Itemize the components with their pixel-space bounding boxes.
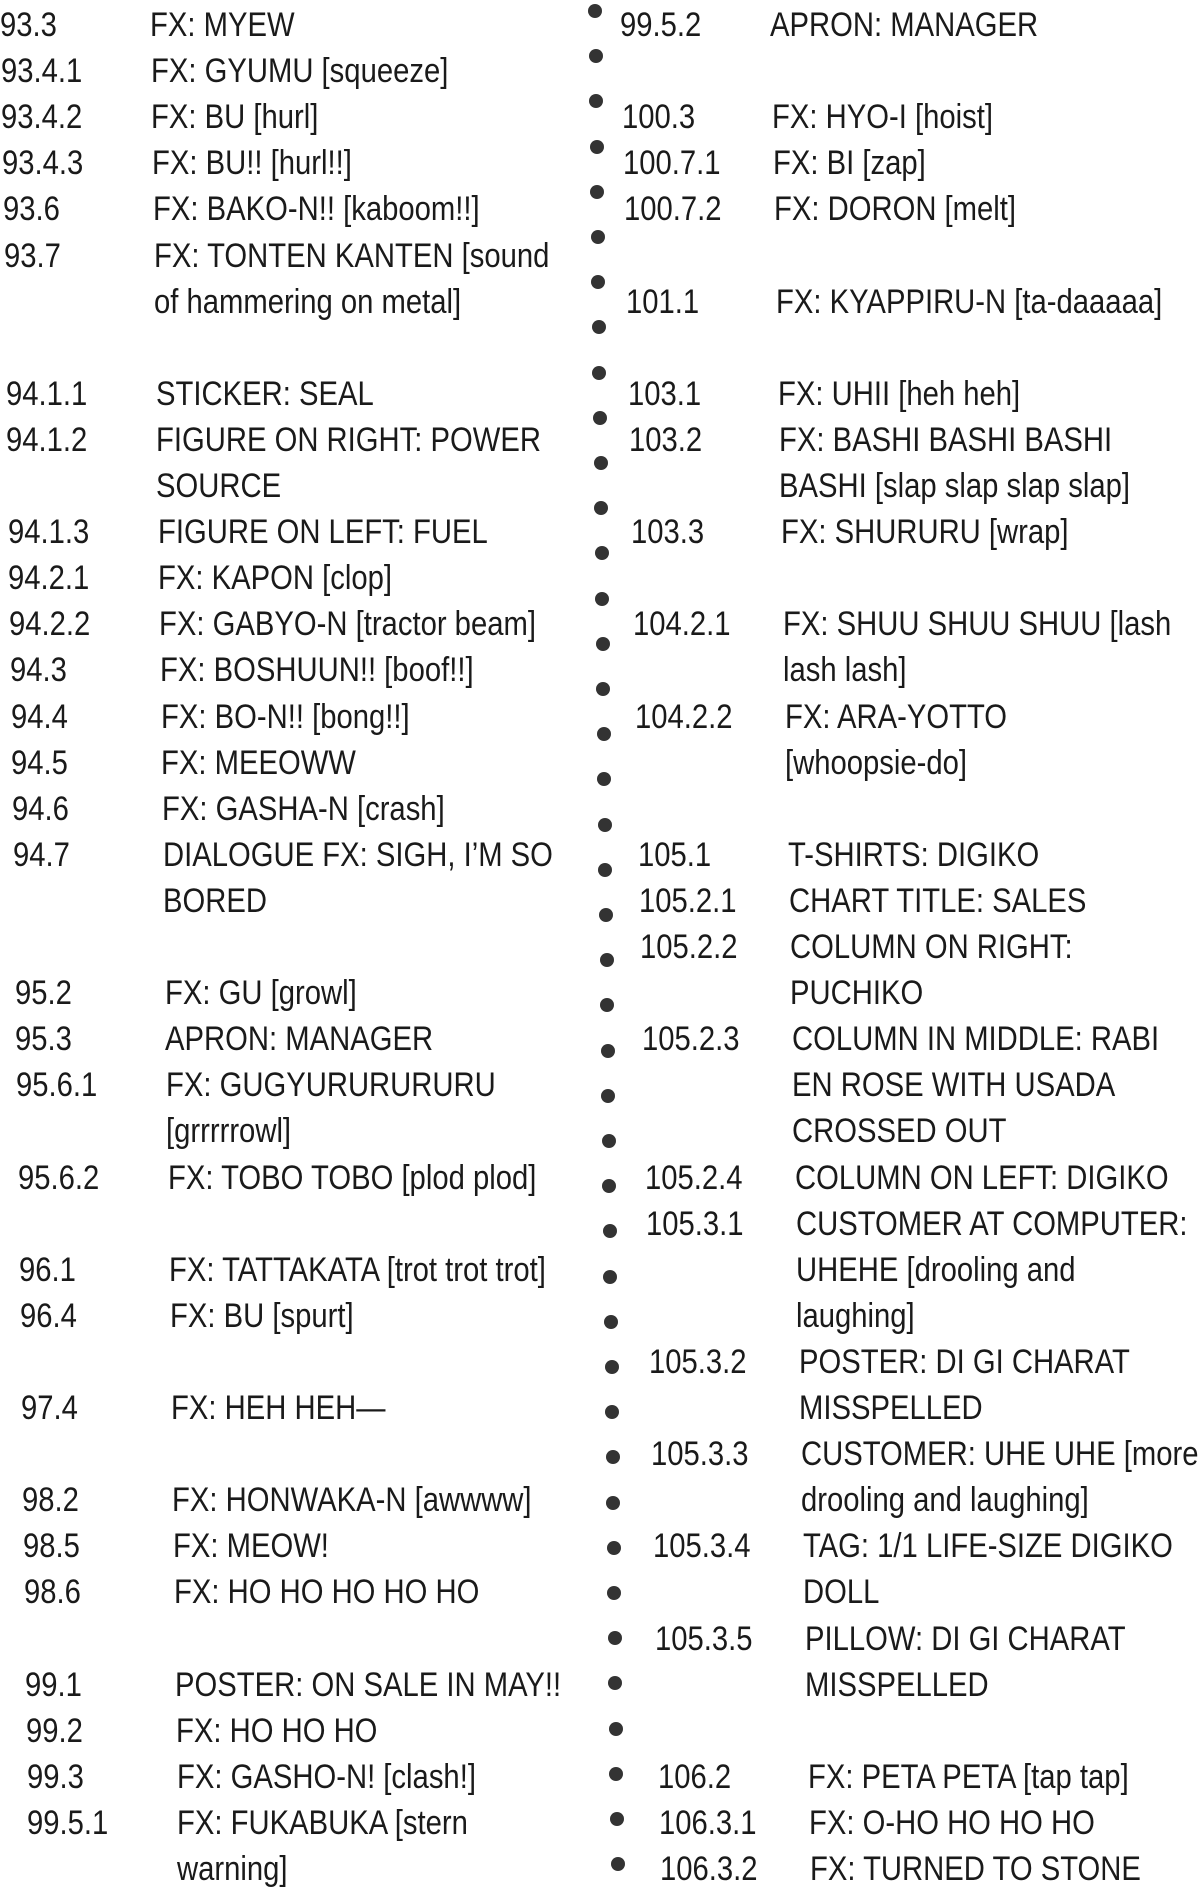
entry-text [783, 601, 1171, 693]
entry-text-line: DOLL [802, 1573, 880, 1612]
entry-number: 95.2 [14, 974, 72, 1013]
entry-text-line: APRON: MANAGER [769, 6, 1039, 44]
entry-text-line: FX: DORON [melt] [773, 190, 1017, 229]
divider-dot [593, 411, 607, 425]
entry-number: 104.2.2 [635, 697, 733, 736]
entry-text-line: FX: HO HO HO [175, 1711, 378, 1750]
entry-text-line: FIGURE ON RIGHT: POWER [156, 420, 542, 459]
entry-text [152, 140, 352, 186]
entry-text [799, 1339, 1130, 1431]
entry-text [808, 1754, 1129, 1800]
entry-text-line: FX: MYEW [149, 6, 295, 44]
entry-number: 95.3 [15, 1020, 73, 1059]
divider-dot [601, 1044, 615, 1058]
divider-dot [601, 1089, 615, 1103]
divider-dot [592, 366, 606, 380]
entry-text [162, 786, 445, 832]
divider-dot [611, 1857, 625, 1871]
entry-text-line: PILLOW: DI GI CHARAT [804, 1619, 1126, 1658]
entry-text-line: FX: O-HO HO HO HO [808, 1803, 1095, 1842]
entry-number: 95.6.2 [17, 1158, 99, 1197]
divider-dot [591, 230, 605, 244]
divider-dot [595, 546, 609, 560]
divider-dot [598, 863, 612, 877]
divider-dot [590, 185, 604, 199]
entry-text [166, 1062, 496, 1154]
entry-text [796, 1201, 1188, 1339]
divider-dot [594, 501, 608, 515]
entry-text-line: FX: ARA-YOTTO [784, 697, 1008, 736]
entry-text-line: FX: TOBO TOBO [plod plod] [167, 1158, 536, 1197]
entry-number: 103.3 [631, 513, 705, 552]
entry-text [158, 509, 488, 555]
entry-text [161, 740, 356, 786]
entry-text-line: MISSPELLED [804, 1665, 989, 1704]
entry-text [788, 832, 1039, 878]
entry-number: 93.4.1 [0, 52, 82, 91]
entry-text-line: FX: GUGYURURURURU [166, 1066, 496, 1105]
entry-text-line: FX: BI [zap] [772, 144, 926, 183]
entry-text-line: FX: GU [growl] [164, 974, 357, 1013]
entry-text [779, 417, 1130, 509]
entry-number: 96.1 [18, 1250, 76, 1289]
entry-text [170, 1293, 354, 1339]
entry-text-line: POSTER: DI GI CHARAT [798, 1342, 1130, 1381]
entry-text-line: TAG: 1/1 LIFE-SIZE DIGIKO [802, 1527, 1173, 1566]
entry-text-line: warning] [177, 1849, 288, 1888]
entry-number: 96.4 [19, 1296, 77, 1335]
entry-number: 94.6 [11, 789, 69, 828]
divider-dot [599, 908, 613, 922]
entry-text [803, 1523, 1173, 1615]
divider-dot [606, 1496, 620, 1510]
entry-number: 94.1.1 [5, 374, 87, 413]
entry-number: 105.3.1 [646, 1204, 744, 1243]
entry-text-line: CHART TITLE: SALES [788, 881, 1087, 920]
entry-number: 99.3 [26, 1757, 84, 1796]
divider-dot [596, 637, 610, 651]
entry-number: 95.6.1 [16, 1066, 98, 1105]
entry-number: 98.2 [22, 1481, 80, 1520]
divider-dot [608, 1631, 622, 1645]
entry-text-line: FX: PETA PETA [tap tap] [807, 1757, 1129, 1796]
entry-text-line: FX: MEOW! [173, 1527, 330, 1566]
entry-text-line: T-SHIRTS: DIGIKO [787, 835, 1040, 874]
entry-text [773, 140, 926, 186]
entry-text-line: COLUMN ON RIGHT: [789, 928, 1073, 966]
entry-text-line: FIGURE ON LEFT: FUEL [157, 513, 488, 552]
entry-text [774, 186, 1016, 232]
entry-text-line: FX: BU [hurl] [151, 98, 319, 137]
entry-text [175, 1662, 561, 1708]
divider-dot [592, 320, 606, 334]
divider-dot [610, 1812, 624, 1826]
entry-text-line: FX: FUKABUKA [stern [177, 1803, 469, 1842]
entry-text [151, 94, 318, 140]
entry-text-line: FX: GYUMU [squeeze] [150, 52, 449, 91]
divider-dot [605, 1360, 619, 1374]
divider-dot [602, 1134, 616, 1148]
divider-dot [591, 275, 605, 289]
divider-dot [600, 953, 614, 967]
entry-text [810, 1846, 1141, 1892]
entry-number: 99.5.1 [27, 1803, 109, 1842]
entry-number: 93.4.3 [2, 144, 84, 183]
entry-text [790, 924, 1073, 1016]
entry-text [153, 186, 480, 232]
entry-number: 99.1 [25, 1665, 83, 1704]
entry-text [159, 601, 536, 647]
entry-text-line: DIALOGUE FX: SIGH, I’M SO [162, 835, 553, 874]
entry-text [173, 1523, 329, 1569]
entry-number: 105.2.4 [645, 1158, 743, 1197]
entry-number: 94.4 [10, 697, 68, 736]
entry-number: 99.2 [25, 1711, 83, 1750]
entry-number: 94.2.2 [9, 605, 91, 644]
entry-text-line: [whoopsie-do] [784, 743, 968, 782]
entry-number: 103.2 [629, 420, 703, 459]
entry-number: 100.7.1 [623, 144, 721, 183]
entry-text-line: FX: HYO-I [hoist] [771, 98, 993, 137]
entry-text-line: FX: TURNED TO STONE [809, 1850, 1141, 1888]
entry-text-line: FX: TATTAKATA [trot trot trot] [168, 1250, 546, 1289]
entry-number: 104.2.1 [633, 605, 731, 644]
divider-dot [609, 1767, 623, 1781]
entry-text-line: STICKER: SEAL [155, 374, 374, 413]
entry-text-line: of hammering on metal] [153, 282, 461, 321]
divider-dot [600, 998, 614, 1012]
divider-dot [589, 49, 603, 63]
entry-number: 94.2.1 [8, 559, 90, 598]
entry-text [153, 233, 548, 325]
entry-number: 105.3.3 [651, 1435, 749, 1474]
entry-text-line: laughing] [795, 1296, 915, 1335]
entry-text-line: PUCHIKO [789, 974, 924, 1012]
entry-text-line: FX: MEEOWW [161, 743, 357, 782]
divider-dot [597, 727, 611, 741]
entry-text-line: drooling and laughing] [800, 1481, 1089, 1520]
divider-dot [603, 1270, 617, 1284]
entry-text [165, 1016, 433, 1062]
divider-dot [594, 456, 608, 470]
entry-text-line: [grrrrrowl] [166, 1112, 292, 1151]
divider-dot [598, 818, 612, 832]
divider-dot [605, 1405, 619, 1419]
entry-number: 105.2.2 [640, 928, 738, 966]
entry-number: 105.3.5 [655, 1619, 753, 1658]
entry-text-line: SOURCE [156, 466, 282, 505]
entry-text-line: FX: BU!! [hurl!!] [152, 144, 352, 183]
entry-text [770, 2, 1038, 48]
entry-text [792, 1016, 1159, 1154]
entry-text-line: FX: SHURURU [wrap] [780, 513, 1069, 552]
divider-dot [607, 1541, 621, 1555]
entry-text [176, 1708, 377, 1754]
entry-text [772, 94, 993, 140]
entry-text-line: UHEHE [drooling and [795, 1250, 1076, 1289]
entry-text-line: FX: HEH HEH— [170, 1389, 386, 1427]
entry-text-line: FX: GASHO-N! [clash!] [176, 1757, 476, 1796]
entry-number: 100.3 [622, 98, 696, 137]
entry-number: 94.7 [12, 835, 70, 874]
entry-text-line: FX: GASHA-N [crash] [161, 789, 445, 828]
entry-text-line: FX: UHII [heh heh] [777, 374, 1021, 413]
entry-text [177, 1800, 468, 1892]
entry-text-line: FX: BOSHUUN!! [boof!!] [159, 651, 474, 690]
entry-text-line: POSTER: ON SALE IN MAY!! [175, 1665, 562, 1704]
entry-text [781, 509, 1069, 555]
divider-dot [603, 1224, 617, 1238]
divider-dot [606, 1450, 620, 1464]
entry-text [172, 1477, 532, 1523]
divider-dot [590, 140, 604, 154]
entry-text-line: CUSTOMER AT COMPUTER: [795, 1204, 1188, 1243]
entry-text-line: CROSSED OUT [791, 1112, 1007, 1151]
entry-text-line: FX: BO-N!! [bong!!] [160, 697, 410, 736]
divider-dot [602, 1179, 616, 1193]
entry-number: 94.3 [9, 651, 67, 690]
entry-number: 97.4 [21, 1389, 78, 1427]
entry-text [776, 279, 1162, 325]
entry-text-line: FX: KAPON [clop] [158, 559, 393, 598]
entry-text [156, 371, 374, 417]
entry-number: 93.6 [2, 190, 60, 229]
entry-text [805, 1616, 1126, 1708]
entry-text [174, 1569, 479, 1615]
entry-text [165, 970, 357, 1016]
entry-text [778, 371, 1020, 417]
entry-text-line: BORED [162, 881, 267, 920]
entry-text-line: FX: HONWAKA-N [awwww] [172, 1481, 532, 1520]
entry-number: 105.3.2 [649, 1342, 747, 1381]
entry-number: 105.1 [638, 835, 712, 874]
entry-text-line: FX: GABYO-N [tractor beam] [159, 605, 537, 644]
entry-text-line: FX: BAKO-N!! [kaboom!!] [152, 190, 480, 229]
entry-number: 98.5 [23, 1527, 81, 1566]
entry-number: 106.2 [658, 1757, 732, 1796]
entry-number: 106.3.1 [659, 1803, 757, 1842]
entry-text-line: CUSTOMER: UHE UHE [more [800, 1435, 1199, 1474]
entry-number: 94.5 [11, 743, 69, 782]
entry-text-line: COLUMN IN MIDDLE: RABI [791, 1020, 1160, 1059]
entry-text [150, 2, 295, 48]
divider-dot [595, 592, 609, 606]
entry-text [163, 832, 553, 924]
entry-text [160, 647, 474, 693]
entry-text [795, 1155, 1169, 1201]
entry-text [785, 694, 1007, 786]
entry-text [151, 48, 448, 94]
entry-text-line: EN ROSE WITH USADA [791, 1066, 1116, 1105]
entry-text [156, 417, 541, 509]
entry-text-line: COLUMN ON LEFT: DIGIKO [794, 1158, 1169, 1197]
entry-number: 106.3.2 [660, 1850, 758, 1888]
entry-number: 93.4.2 [1, 98, 83, 137]
entry-number: 105.3.4 [653, 1527, 751, 1566]
entry-text-line: FX: BU [spurt] [169, 1296, 354, 1335]
entry-text [169, 1247, 546, 1293]
divider-dot [608, 1676, 622, 1690]
divider-dot [588, 4, 602, 18]
entry-text-line: APRON: MANAGER [165, 1020, 434, 1059]
entry-number: 99.5.2 [620, 6, 702, 44]
entry-number: 93.3 [0, 6, 57, 44]
entry-text-line: FX: HO HO HO HO HO [173, 1573, 480, 1612]
entry-number: 101.1 [626, 282, 700, 321]
entry-text-line: FX: BASHI BASHI BASHI [778, 420, 1113, 459]
entry-number: 94.1.2 [6, 420, 88, 459]
divider-dot [589, 94, 603, 108]
entry-number: 94.1.3 [7, 513, 89, 552]
entry-number: 105.2.3 [642, 1020, 740, 1059]
divider-dot [597, 772, 611, 786]
divider-dot [604, 1315, 618, 1329]
entry-text-line: FX: SHUU SHUU SHUU [lash [782, 605, 1172, 644]
entry-text-line: lash lash] [782, 651, 907, 690]
entry-text-line: FX: KYAPPIRU-N [ta-daaaaa] [775, 282, 1163, 321]
entry-number: 98.6 [23, 1573, 81, 1612]
entry-text [809, 1800, 1095, 1846]
entry-text [158, 555, 392, 601]
entry-text [801, 1431, 1199, 1523]
entry-text-line: FX: TONTEN KANTEN [sound [153, 236, 549, 275]
entry-number: 93.7 [3, 236, 61, 275]
divider-dot [607, 1586, 621, 1600]
entry-number: 105.2.1 [639, 881, 737, 920]
entry-number: 103.1 [628, 374, 702, 413]
entry-text-line: MISSPELLED [798, 1388, 983, 1427]
divider-dot [596, 682, 610, 696]
entry-number: 100.7.2 [624, 190, 722, 229]
entry-text [789, 878, 1086, 924]
entry-text [167, 1155, 535, 1201]
entry-text [177, 1754, 476, 1800]
entry-text [171, 1385, 385, 1431]
divider-dot [609, 1722, 623, 1736]
entry-text [160, 694, 409, 740]
entry-text-line: BASHI [slap slap slap slap] [778, 466, 1131, 505]
